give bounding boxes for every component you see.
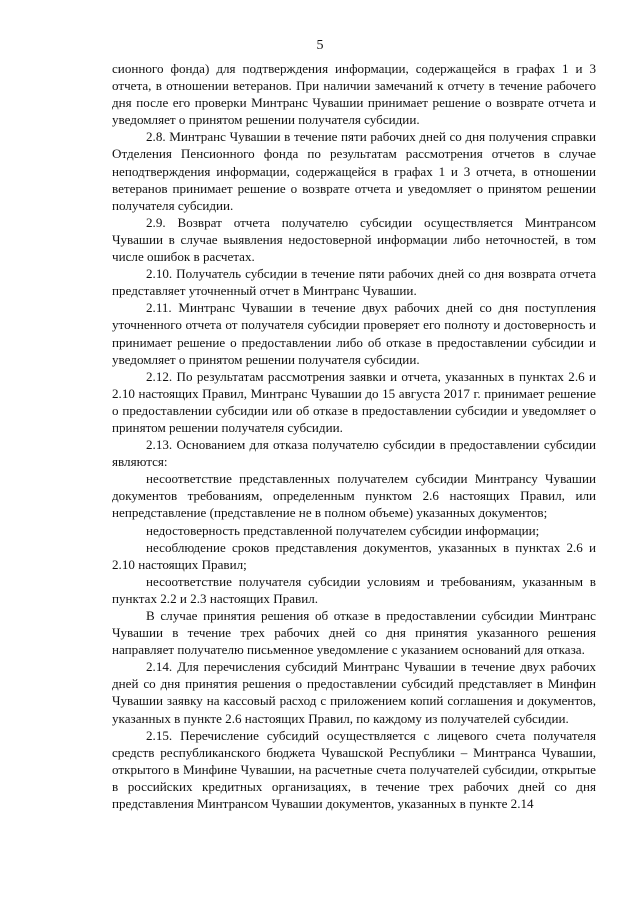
paragraph-2-15: 2.15. Перечисление субсидий осуществляется с лицевого счета получателя средств республиканского бюджета Чувашской Республики – Минтранса Чувашии, открытого в Минфине Чувашии, на расчетные счета получателей субсидии, открытые в российских кредитных организациях, в течение трех рабочих дней со дня представления Минтрансом Чувашии документов, указанных в пункте 2.14	[112, 727, 596, 812]
paragraph-2-11: 2.11. Минтранс Чувашии в течение двух рабочих дней со дня поступления уточненного отчета от получателя субсидии проверяет его полноту и достоверность и принимает решение о предоставлении либо об отказе в предоставлении субсидии и уведомляет о принятом решении получателя субсидии.	[112, 300, 596, 367]
list-item-reason-deadlines: несоблюдение сроков представления документов, указанных в пунктах 2.6 и 2.10 настоящих Правил;	[112, 539, 596, 572]
page-number: 5	[316, 38, 324, 53]
paragraph-2-8: 2.8. Минтранс Чувашии в течение пяти рабочих дней со дня получения справки Отделения Пенсионного фонда по результатам рассмотрения отчетов в случае неподтверждения информации, содержащейся в графах 1 и 3 отчета, в отношении ветеранов принимает решение о возврате отчета и уведомляет о принятом решении получателя субсидии.	[112, 129, 596, 213]
paragraph-2-14: 2.14. Для перечисления субсидий Минтранс Чувашии в течение двух рабочих дней со дня принятия решения о предоставлении субсидий представляет в Минфин Чувашии заявку на кассовый расход с приложением копий соглашения и документов, указанных в пункте 2.6 настоящих Правил, по каждому из получателей субсидии.	[112, 659, 596, 726]
list-item-reason-documents: несоответствие представленных получателем субсидии Минтрансу Чувашии документов требованиям, определенным пунктом 2.6 настоящих Правил, или непредставление (представление не в полном объеме) указанных документов;	[112, 471, 596, 521]
paragraph-2-10: 2.10. Получатель субсидии в течение пяти рабочих дней со дня возврата отчета представляет уточненный отчет в Минтранс Чувашии.	[112, 266, 596, 299]
paragraph-continuation: сионного фонда) для подтверждения информации, содержащейся в графах 1 и 3 отчета, в отношении ветеранов. При наличии замечаний к отчету в течение рабочего дня после его проверки Минтранс Чувашии принимает решение о возврате отчета и уведомляет о принятом решении получателя субсидии.	[112, 61, 596, 128]
list-item-reason-conditions: несоответствие получателя субсидии условиям и требованиям, указанным в пунктах 2.2 и 2.3 настоящих Правил.	[112, 573, 596, 606]
list-item-reason-unreliable: недостоверность представленной получателем субсидии информации;	[146, 522, 540, 538]
paragraph-refusal-notice: В случае принятия решения об отказе в предоставлении субсидии Минтранс Чувашии в течение трех рабочих дней со дня принятия указанного решения направляет получателю письменное уведомление с указанием оснований для отказа.	[112, 608, 596, 658]
paragraph-2-9: 2.9. Возврат отчета получателю субсидии осуществляется Минтрансом Чувашии в случае выявления недостоверной информации либо неточностей, в том числе ошибок в расчетах.	[112, 214, 596, 265]
paragraph-2-13: 2.13. Основанием для отказа получателю субсидии в предоставлении субсидии являются:	[112, 437, 596, 470]
document-body	[112, 60, 596, 812]
paragraph-2-12: 2.12. По результатам рассмотрения заявки и отчета, указанных в пунктах 2.6 и 2.10 настоящих Правил, Минтранс Чувашии до 15 августа 2017 г. принимает решение о предоставлении субсидии или об отказе в предоставлении субсидии и уведомляет о принятом решении получателя субсидии.	[112, 368, 596, 435]
